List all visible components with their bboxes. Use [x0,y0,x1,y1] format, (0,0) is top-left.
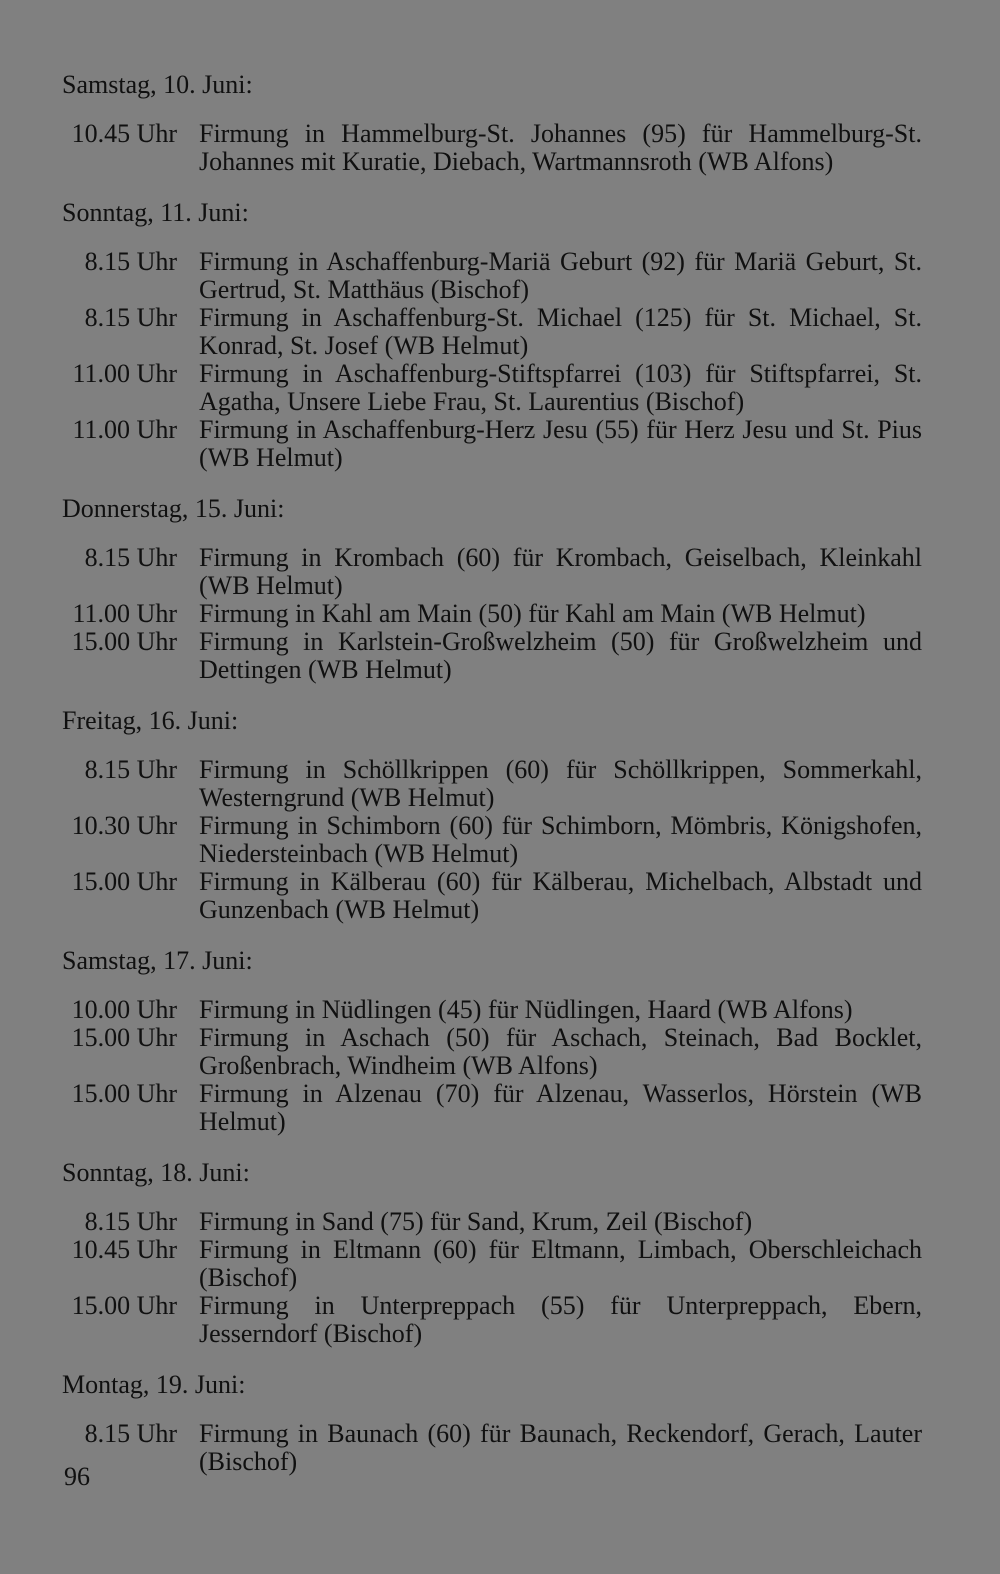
entry-time: 8.15 Uhr [84,247,177,276]
day-section [62,1370,922,1476]
entry-text: Firmung in Schöllkrippen (60) für Schöllkrippen, Sommerkahl, Westerngrund (WB Helmut) [199,755,922,812]
day-section [62,706,922,924]
schedule-entry [62,120,922,176]
entry-text: Firmung in Sand (75) für Sand, Krum, Zeil (Bischof) [199,1207,753,1236]
entry-time: 8.15 Uhr [84,1207,177,1236]
entry-text: Firmung in Kahl am Main (50) für Kahl am Main (WB Helmut) [199,599,866,628]
entry-time: 15.00 Uhr [71,1023,177,1052]
schedule-entry [62,1420,922,1476]
day-heading: Montag, 19. Juni: [62,1370,246,1399]
day-heading: Freitag, 16. Juni: [62,706,239,735]
entry-time: 15.00 Uhr [71,867,177,896]
entry-text: Firmung in Aschaffenburg-Mariä Geburt (92) für Mariä Geburt, St. Gertrud, St. Matthäus (Bischof) [199,247,922,304]
entry-time: 11.00 Uhr [72,599,177,628]
schedule-entry [62,304,922,360]
day-section [62,198,922,472]
entry-text: Firmung in Hammelburg-St. Johannes (95) für Hammelburg-St. Johannes mit Kuratie, Diebach, Wartmannsroth (WB Alfons) [199,119,922,176]
entry-time: 15.00 Uhr [71,627,177,656]
entry-time: 10.45 Uhr [71,119,177,148]
entry-text: Firmung in Baunach (60) für Baunach, Reckendorf, Gerach, Lauter (Bischof) [199,1419,922,1476]
entry-text: Firmung in Unterpreppach (55) für Unterpreppach, Ebern, Jesserndorf (Bischof) [199,1291,922,1348]
day-spacer [62,472,922,494]
schedule-entry [62,1208,922,1236]
entry-text: Firmung in Nüdlingen (45) für Nüdlingen, Haard (WB Alfons) [199,995,853,1024]
day-spacer [62,1136,922,1158]
schedule-entry [62,628,922,684]
schedule-entry [62,868,922,924]
entry-time: 8.15 Uhr [84,543,177,572]
schedule-entry [62,756,922,812]
entry-text: Firmung in Aschaffenburg-Stiftspfarrei (103) für Stiftspfarrei, St. Agatha, Unsere Liebe Frau, St. Laurentius (Bischof) [199,359,922,416]
day-heading: Samstag, 10. Juni: [62,70,253,99]
entry-time: 8.15 Uhr [84,755,177,784]
day-heading: Sonntag, 11. Juni: [62,198,249,227]
entry-text: Firmung in Aschach (50) für Aschach, Steinach, Bad Bocklet, Großenbrach, Windheim (WB Alfons) [199,1023,922,1080]
entry-text: Firmung in Schimborn (60) für Schimborn, Mömbris, Königshofen, Niedersteinbach (WB Helmut) [199,811,922,868]
day-heading: Donnerstag, 15. Juni: [62,494,285,523]
schedule-entry [62,600,922,628]
schedule-entry [62,360,922,416]
schedule-entry [62,1292,922,1348]
schedule-entry [62,996,922,1024]
schedule-entry [62,544,922,600]
entry-text: Firmung in Kälberau (60) für Kälberau, Michelbach, Albstadt und Gunzenbach (WB Helmut) [199,867,922,924]
schedule-entry [62,1236,922,1292]
day-spacer [62,684,922,706]
day-heading: Samstag, 17. Juni: [62,946,253,975]
entry-text: Firmung in Alzenau (70) für Alzenau, Wasserlos, Hörstein (WB Helmut) [199,1079,922,1136]
entry-text: Firmung in Eltmann (60) für Eltmann, Limbach, Oberschleichach (Bischof) [199,1235,922,1292]
day-heading: Sonntag, 18. Juni: [62,1158,250,1187]
page-number: 96 [64,1462,90,1491]
day-spacer [62,924,922,946]
entry-text: Firmung in Krombach (60) für Krombach, Geiselbach, Kleinkahl (WB Helmut) [199,543,922,600]
entry-time: 10.00 Uhr [71,995,177,1024]
entry-text: Firmung in Aschaffenburg-Herz Jesu (55) für Herz Jesu und St. Pius (WB Helmut) [199,415,922,472]
entry-time: 8.15 Uhr [84,303,177,332]
entry-time: 15.00 Uhr [71,1079,177,1108]
schedule-page [62,70,922,1476]
day-section [62,1158,922,1348]
entry-time: 10.30 Uhr [71,811,177,840]
schedule-entry [62,812,922,868]
entry-text: Firmung in Aschaffenburg-St. Michael (125) für St. Michael, St. Konrad, St. Josef (WB Helmut) [199,303,922,360]
day-section [62,494,922,684]
entry-time: 11.00 Uhr [72,415,177,444]
schedule-entry [62,248,922,304]
entry-time: 10.45 Uhr [71,1235,177,1264]
schedule-entry [62,1080,922,1136]
entry-text: Firmung in Karlstein-Großwelzheim (50) für Großwelzheim und Dettingen (WB Helmut) [199,627,922,684]
day-section [62,946,922,1136]
schedule-entry [62,1024,922,1080]
day-spacer [62,1348,922,1370]
entry-time: 11.00 Uhr [72,359,177,388]
day-spacer [62,176,922,198]
day-section [62,70,922,176]
entry-time: 15.00 Uhr [71,1291,177,1320]
schedule-entry [62,416,922,472]
entry-time: 8.15 Uhr [84,1419,177,1448]
